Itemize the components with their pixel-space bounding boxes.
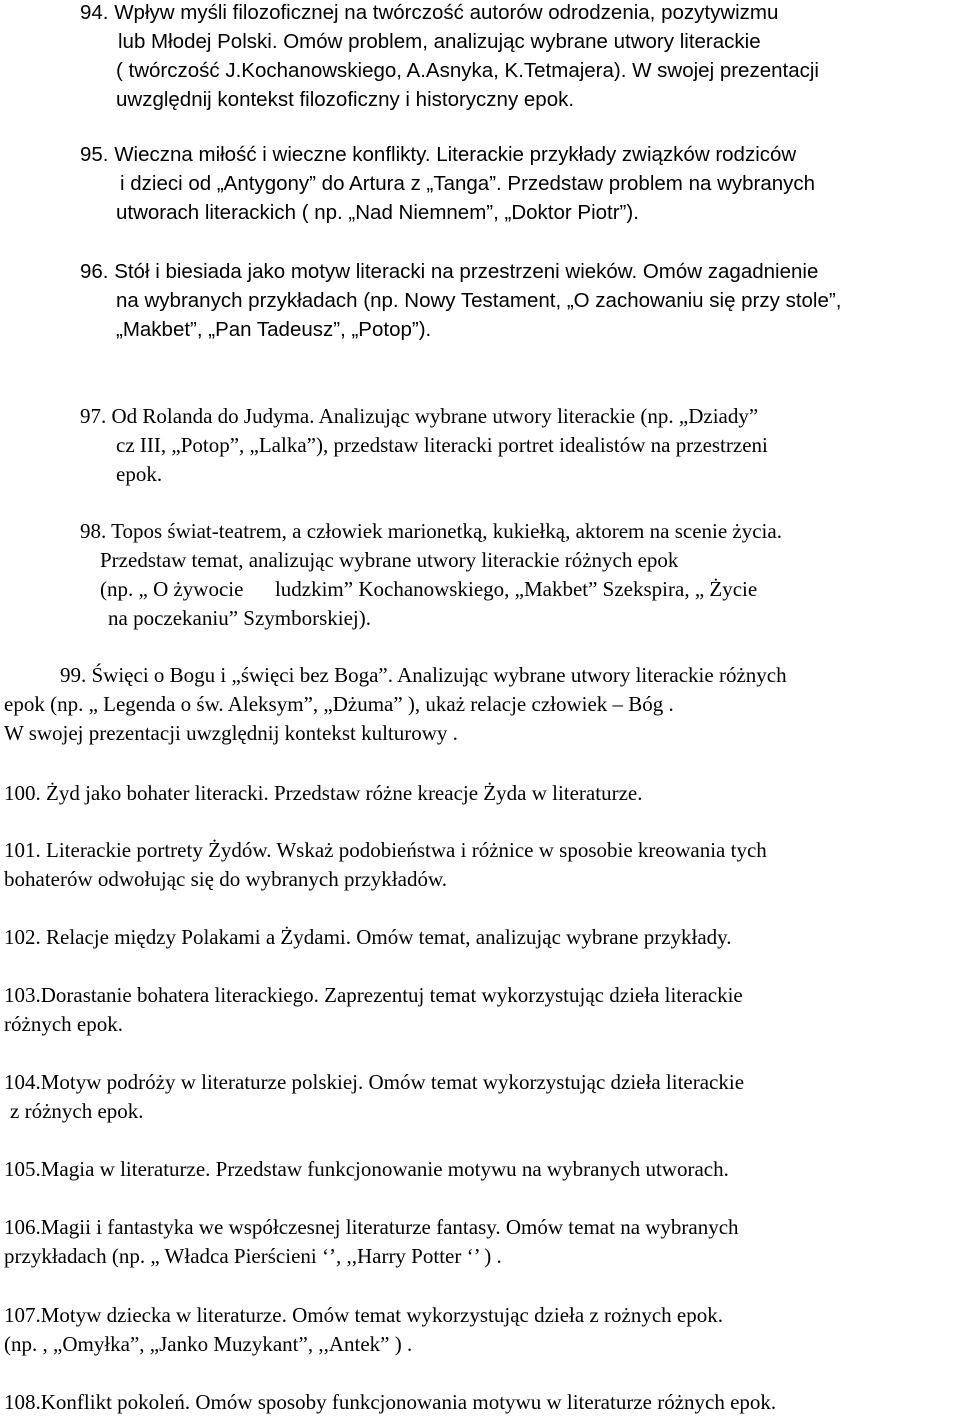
item-107-line-2: (np. , „Omyłka”, „Janko Muzykant”, ,,Antek” ) . — [4, 1332, 413, 1356]
item-98-line-3: (np. „ O żywocie ludzkim” Kochanowskiego, „Makbet” Szekspira, „ Życie — [100, 577, 758, 601]
item-101-line-1: 101. Literackie portrety Żydów. Wskaż podobieństwa i różnice w sposobie kreowania tych — [4, 838, 767, 862]
item-96-line-1: 96. Stół i biesiada jako motyw literacki na przestrzeni wieków. Omów zagadnienie — [80, 260, 819, 283]
item-95-line-3: utworach literackich ( np. „Nad Niemnem”, „Doktor Piotr”). — [116, 201, 639, 224]
item-97-line-2: cz III, „Potop”, „Lalka”), przedstaw literacki portret idealistów na przestrzeni — [116, 433, 768, 457]
item-103-line-1: 103.Dorastanie bohatera literackiego. Zaprezentuj temat wykorzystując dzieła literackie — [4, 983, 743, 1007]
item-106-line-1: 106.Magii i fantastyka we współczesnej literaturze fantasy. Omów temat na wybranych — [4, 1215, 739, 1239]
item-108-line-1: 108.Konflikt pokoleń. Omów sposoby funkcjonowania motywu w literaturze różnych epok. — [4, 1390, 777, 1414]
item-94-line-3: ( twórczość J.Kochanowskiego, A.Asnyka, K.Tetmajera). W swojej prezentacji — [116, 59, 819, 82]
item-106-line-2: przykładach (np. „ Władca Pierścieni ‘’, ,,Harry Potter ‘’ ) . — [4, 1244, 502, 1268]
item-100-line-1: 100. Żyd jako bohater literacki. Przedstaw różne kreacje Żyda w literaturze. — [4, 781, 643, 805]
item-101-line-2: bohaterów odwołując się do wybranych przykładów. — [4, 867, 448, 891]
item-94-line-4: uwzględnij kontekst filozoficzny i historyczny epok. — [116, 88, 575, 111]
item-99-line-3: W swojej prezentacji uwzględnij kontekst kulturowy . — [4, 721, 458, 745]
item-97-line-1: 97. Od Rolanda do Judyma. Analizując wybrane utwory literackie (np. „Dziady” — [80, 404, 759, 428]
item-94-line-1: 94. Wpływ myśli filozoficznej na twórczość autorów odrodzenia, pozytywizmu — [80, 1, 779, 24]
item-103-line-2: różnych epok. — [4, 1012, 123, 1036]
item-96-line-2: na wybranych przykładach (np. Nowy Testament, „O zachowaniu się przy stole”, — [116, 289, 842, 312]
item-98-line-2: Przedstaw temat, analizując wybrane utwory literackie różnych epok — [100, 548, 679, 572]
item-98-line-1: 98. Topos świat-teatrem, a człowiek marionetką, kukiełką, aktorem na scenie życia. — [80, 519, 782, 543]
item-107-line-1: 107.Motyw dziecka w literaturze. Omów temat wykorzystując dzieła z rożnych epok. — [4, 1303, 723, 1327]
item-95-line-2: i dzieci od „Antygony” do Artura z „Tanga”. Przedstaw problem na wybranych — [120, 172, 816, 195]
item-95-line-1: 95. Wieczna miłość i wieczne konflikty. Literackie przykłady związków rodziców — [80, 143, 797, 166]
item-97-line-3: epok. — [116, 462, 163, 486]
item-104-line-2: z różnych epok. — [10, 1099, 144, 1123]
item-98-line-4: na poczekaniu” Szymborskiej). — [108, 606, 371, 630]
item-99-line-1: 99. Święci o Bogu i „święci bez Boga”. Analizując wybrane utwory literackie różnych — [60, 663, 787, 687]
item-105-line-1: 105.Magia w literaturze. Przedstaw funkcjonowanie motywu na wybranych utworach. — [4, 1157, 729, 1181]
item-94-line-2: lub Młodej Polski. Omów problem, analizując wybrane utwory literackie — [118, 30, 761, 53]
item-104-line-1: 104.Motyw podróży w literaturze polskiej. Omów temat wykorzystując dzieła literackie — [4, 1070, 745, 1094]
item-96-line-3: „Makbet”, „Pan Tadeusz”, „Potop”). — [116, 318, 432, 341]
item-102-line-1: 102. Relacje między Polakami a Żydami. Omów temat, analizując wybrane przykłady. — [4, 925, 732, 949]
item-99-line-2: epok (np. „ Legenda o św. Aleksym”, „Dżuma” ), ukaż relacje człowiek – Bóg . — [4, 692, 674, 716]
